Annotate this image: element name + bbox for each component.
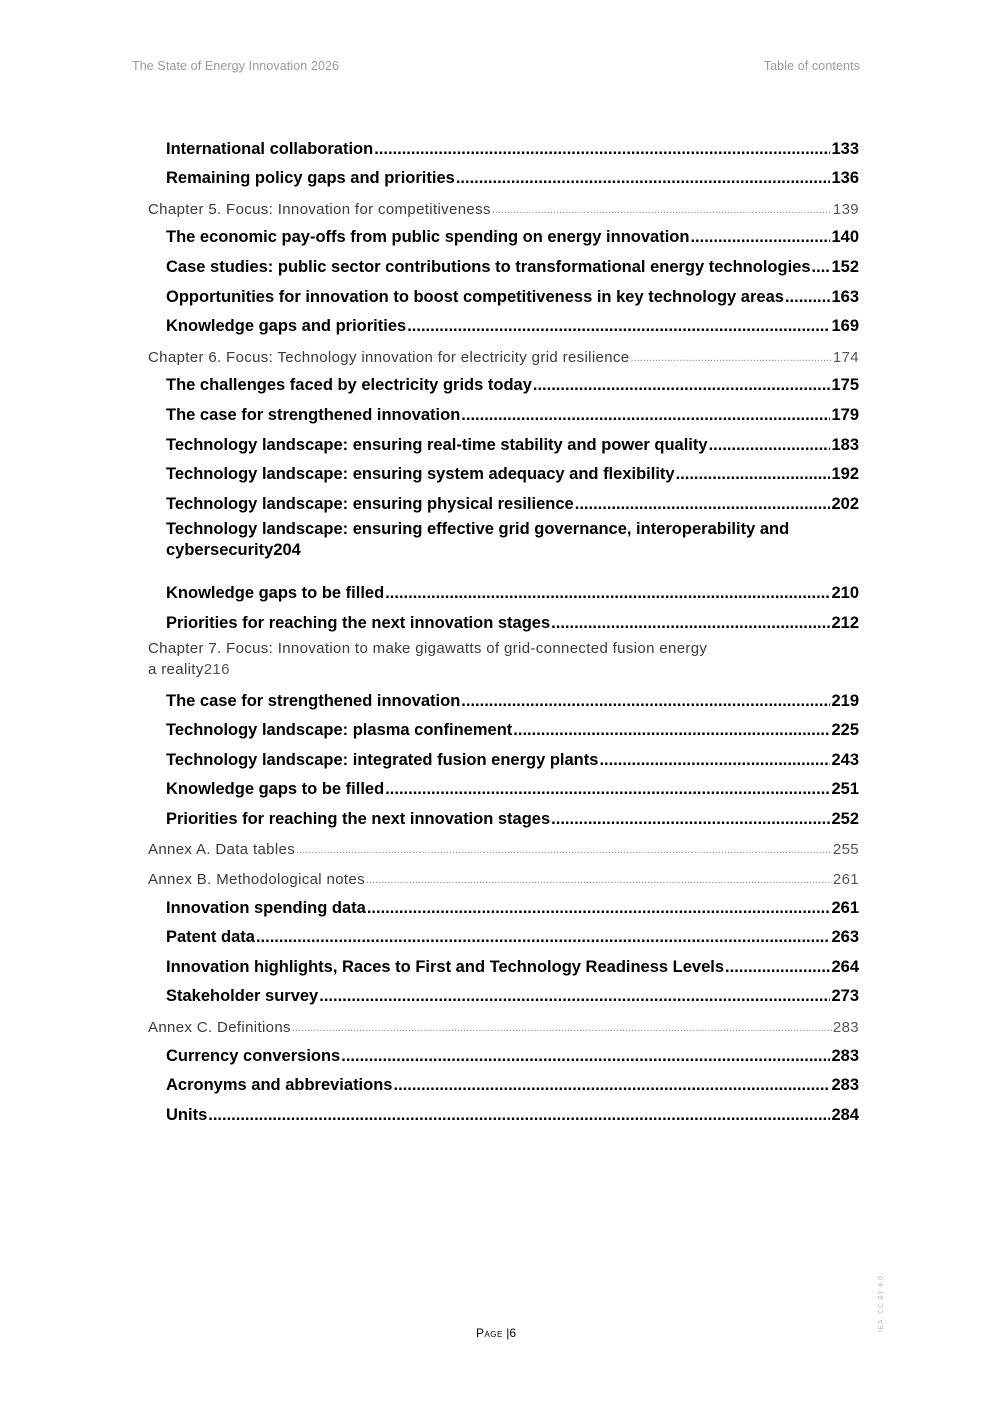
dot-leader <box>492 200 832 220</box>
toc-entry-page: 216 <box>203 660 230 678</box>
toc-section-entry[interactable] <box>148 427 859 457</box>
running-header-section: Table of contents <box>763 59 860 73</box>
toc-entry-title: The case for strengthened innovation <box>166 405 461 424</box>
toc-entry-title: Technology landscape: plasma confinement <box>166 721 513 740</box>
toc-entry-title: Knowledge gaps and priorities <box>166 317 407 336</box>
toc-entry-page: 284 <box>831 1105 859 1124</box>
toc-entry-title: Remaining policy gaps and priorities <box>166 169 455 188</box>
dot-leader <box>785 285 831 309</box>
toc-entry-page: 152 <box>831 257 859 276</box>
dot-leader <box>533 373 831 397</box>
toc-section-entry[interactable] <box>148 309 859 339</box>
page-label: Page <box>475 1326 503 1340</box>
toc-section-entry[interactable] <box>148 1068 859 1098</box>
toc-entry-title: Acronyms and abbreviations <box>166 1076 393 1095</box>
toc-chapter-entry[interactable] <box>148 338 859 368</box>
toc-section-entry[interactable] <box>148 516 859 576</box>
toc-section-entry[interactable] <box>148 713 859 743</box>
toc-section-entry[interactable] <box>148 742 859 772</box>
dot-leader <box>407 314 830 338</box>
toc-section-entry[interactable] <box>148 486 859 516</box>
toc-section-entry[interactable] <box>148 131 859 161</box>
dot-leader <box>575 492 831 516</box>
toc-entry-title: Annex C. Definitions <box>148 1019 291 1037</box>
toc-section-entry[interactable] <box>148 772 859 802</box>
dot-leader <box>393 1073 830 1097</box>
dot-leader <box>461 689 830 713</box>
toc-entry-title: Priorities for reaching the next innovation stages <box>166 809 551 828</box>
dot-leader <box>385 777 830 801</box>
toc-entry-title: Knowledge gaps to be filled <box>166 780 385 799</box>
toc-entry-page: 204 <box>273 540 301 559</box>
page-number: 6 <box>509 1326 517 1340</box>
dot-leader <box>551 611 830 635</box>
toc-entry-page: 140 <box>831 228 859 247</box>
toc-chapter-entry[interactable] <box>148 635 859 683</box>
toc-section-entry[interactable] <box>148 161 859 191</box>
toc-entry-page: 212 <box>831 613 859 632</box>
toc-section-entry[interactable] <box>148 220 859 250</box>
toc-entry-title: Case studies: public sector contributions to transformational energy technologies <box>166 257 811 276</box>
toc-entry-title-line1: Technology landscape: ensuring effective grid governance, interoperability and <box>166 519 790 538</box>
toc-section-entry[interactable] <box>148 890 859 920</box>
dot-leader <box>292 1018 832 1038</box>
page-footer <box>0 1326 992 1340</box>
dot-leader <box>296 840 832 860</box>
toc-entry-page: 263 <box>831 928 859 947</box>
toc-entry-title: The challenges faced by electricity grids today <box>166 376 532 395</box>
toc-entry-page: 174 <box>832 348 859 366</box>
toc-entry-title: Opportunities for innovation to boost competitiveness in key technology areas <box>166 287 784 306</box>
dot-leader <box>513 718 830 742</box>
dot-leader <box>456 166 831 190</box>
dot-leader <box>366 870 832 890</box>
toc-entry-page: 243 <box>831 750 859 769</box>
toc-entry-page: 255 <box>832 841 859 859</box>
toc-entry-page: 283 <box>832 1019 859 1037</box>
toc-entry-title: Knowledge gaps to be filled <box>166 584 385 603</box>
toc-section-entry[interactable] <box>148 683 859 713</box>
toc-entry-title: Innovation highlights, Races to First and Technology Readiness Levels <box>166 957 725 976</box>
toc-entry-page: 133 <box>831 139 859 158</box>
toc-chapter-entry[interactable] <box>148 1008 859 1038</box>
toc-entry-page: 183 <box>831 435 859 454</box>
toc-entry-title: Annex A. Data tables <box>148 841 296 859</box>
toc-entry-page: 175 <box>831 376 859 395</box>
toc-entry-page: 273 <box>831 987 859 1006</box>
toc-chapter-entry[interactable] <box>148 860 859 890</box>
dot-leader <box>374 137 830 161</box>
toc-entry-page: 261 <box>831 898 859 917</box>
toc-entry-title: Technology landscape: integrated fusion energy plants <box>166 750 599 769</box>
toc-entry-title: Units <box>166 1105 208 1124</box>
toc-entry-title: International collaboration <box>166 139 374 158</box>
toc-entry-title: The case for strengthened innovation <box>166 691 461 710</box>
toc-section-entry[interactable] <box>148 920 859 950</box>
dot-leader <box>341 1044 830 1068</box>
dot-leader <box>676 462 831 486</box>
table-of-contents <box>148 131 859 1127</box>
dot-leader <box>551 807 830 831</box>
toc-entry-page: 163 <box>831 287 859 306</box>
toc-entry-title: The economic pay-offs from public spending on energy innovation <box>166 228 690 247</box>
toc-entry-page: 283 <box>831 1046 859 1065</box>
toc-entry-title: Stakeholder survey <box>166 987 319 1006</box>
toc-entry-title: Patent data <box>166 928 255 947</box>
toc-chapter-entry[interactable] <box>148 831 859 861</box>
toc-entry-title: Currency conversions <box>166 1046 341 1065</box>
dot-leader <box>709 433 831 457</box>
toc-entry-page: 283 <box>831 1076 859 1095</box>
toc-entry-page: 179 <box>831 405 859 424</box>
toc-section-entry[interactable] <box>148 249 859 279</box>
toc-entry-title: Technology landscape: ensuring physical resilience <box>166 494 574 513</box>
toc-section-entry[interactable] <box>148 605 859 635</box>
toc-entry-title: Chapter 5. Focus: Innovation for competitiveness <box>148 200 491 218</box>
toc-entry-page: 192 <box>831 465 859 484</box>
toc-entry-page: 210 <box>831 584 859 603</box>
dot-leader <box>367 896 831 920</box>
toc-entry-title: Priorities for reaching the next innovation stages <box>166 613 551 632</box>
toc-section-entry[interactable] <box>148 979 859 1009</box>
toc-entry-page: 136 <box>831 169 859 188</box>
toc-entry-title: Technology landscape: ensuring real-time stability and power quality <box>166 435 708 454</box>
toc-entry-page: 251 <box>831 780 859 799</box>
toc-entry-title-line2: a reality <box>148 660 204 678</box>
toc-section-entry[interactable] <box>148 397 859 427</box>
toc-entry-title: Chapter 6. Focus: Technology innovation for electricity grid resilience <box>148 348 630 366</box>
toc-section-entry[interactable] <box>148 457 859 487</box>
license-notice: IEA. CC BY 4.0. <box>878 1272 885 1332</box>
dot-leader <box>630 348 831 368</box>
running-header-title: The State of Energy Innovation 2026 <box>132 59 340 73</box>
toc-chapter-entry[interactable] <box>148 190 859 220</box>
toc-section-entry[interactable] <box>148 1038 859 1068</box>
toc-entry-title: Innovation spending data <box>166 898 366 917</box>
toc-entry-page: 139 <box>832 200 859 218</box>
toc-section-entry[interactable] <box>148 368 859 398</box>
toc-section-entry[interactable] <box>148 1097 859 1127</box>
dot-leader <box>725 955 830 979</box>
dot-leader <box>812 255 831 279</box>
toc-entry-page: 202 <box>831 494 859 513</box>
toc-entry-page: 261 <box>832 871 859 889</box>
dot-leader <box>319 984 830 1008</box>
toc-section-entry[interactable] <box>148 576 859 606</box>
dot-leader <box>599 748 830 772</box>
dot-leader <box>208 1103 830 1127</box>
page-separator: | <box>506 1326 510 1340</box>
toc-entry-title-line1: Chapter 7. Focus: Innovation to make gigawatts of grid-connected fusion energy <box>148 639 708 657</box>
dot-leader <box>385 581 830 605</box>
dot-leader <box>461 403 830 427</box>
toc-entry-title: Technology landscape: ensuring system adequacy and flexibility <box>166 465 675 484</box>
toc-section-entry[interactable] <box>148 279 859 309</box>
toc-entry-page: 264 <box>831 957 859 976</box>
dot-leader <box>690 225 830 249</box>
toc-entry-title-line2: cybersecurity <box>166 540 274 559</box>
dot-leader <box>256 925 831 949</box>
toc-entry-page: 219 <box>831 691 859 710</box>
toc-section-entry[interactable] <box>148 801 859 831</box>
toc-entry-page: 225 <box>831 721 859 740</box>
toc-entry-page: 252 <box>831 809 859 828</box>
toc-entry-page: 169 <box>831 317 859 336</box>
toc-entry-title: Annex B. Methodological notes <box>148 871 365 889</box>
toc-section-entry[interactable] <box>148 949 859 979</box>
